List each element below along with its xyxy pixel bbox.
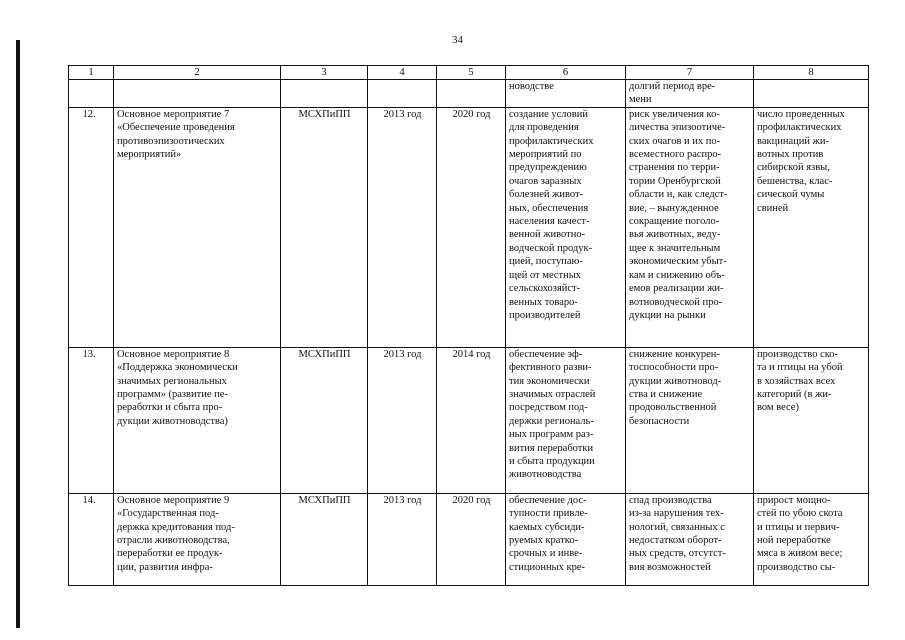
cell-line: сельскохозяйст- xyxy=(509,283,581,295)
cell-line: венной животно- xyxy=(509,229,586,241)
cell-line: области и, как следст- xyxy=(629,189,728,201)
cell-line: профилактических xyxy=(757,122,842,134)
cell-line: Основное мероприятие 7 xyxy=(117,108,230,120)
cell-line: категорий (в жи- xyxy=(757,389,832,401)
cell-line: значимых региональных xyxy=(117,375,227,387)
cell-line: та и птицы на убой xyxy=(757,362,843,374)
cell-line: свиней xyxy=(757,202,789,214)
risk-cell xyxy=(626,80,754,108)
cell-line: в хозяйствах всех xyxy=(757,375,836,387)
cell-line: из-за нарушения тех- xyxy=(629,508,724,520)
cell-line: очагов заразных xyxy=(509,175,582,187)
column-number: 4 xyxy=(368,66,437,80)
cell-line: мени xyxy=(629,94,652,106)
cell-line: дукции животновод- xyxy=(629,375,722,387)
cell-line: производство сы- xyxy=(757,561,836,573)
column-number: 2 xyxy=(114,66,281,80)
cell-line: нологий, связанных с xyxy=(629,521,725,533)
column-number: 6 xyxy=(506,66,626,80)
event-cell xyxy=(114,493,281,585)
cell-line: риск увеличения ко- xyxy=(629,108,720,120)
cell-line: ных средств, отсутст- xyxy=(629,548,726,560)
cell-line: вие, – вынужденное xyxy=(629,202,719,214)
executor-cell xyxy=(281,80,368,108)
cell-line: емов реализации жи- xyxy=(629,283,724,295)
purpose-cell xyxy=(506,347,626,493)
cell-line: срочных и инве- xyxy=(509,548,583,560)
cell-line: профилактических xyxy=(509,135,594,147)
cell-line: экономическим убыт- xyxy=(629,256,727,268)
table-row xyxy=(69,347,869,493)
cell-line: ных программ раз- xyxy=(509,429,594,441)
cell-line: вотных против xyxy=(757,149,824,161)
cell-line: вия возможностей xyxy=(629,561,711,573)
scan-edge-line xyxy=(16,40,20,628)
cell-line: спад производства xyxy=(629,494,712,506)
cell-line: производителей xyxy=(509,309,581,321)
cell-line: вотноводческой про- xyxy=(629,296,723,308)
cell-line: тории Оренбургской xyxy=(629,175,721,187)
row-number-cell: 13. xyxy=(69,347,114,493)
cell-line: ной переработке xyxy=(757,535,831,547)
cell-line: и птицы и первич- xyxy=(757,521,840,533)
cell-line: стиционных кре- xyxy=(509,561,586,573)
cell-line: стей по убою скота xyxy=(757,508,843,520)
executor-cell: МСХПиПП xyxy=(281,347,368,493)
cell-line: вом весе) xyxy=(757,402,799,414)
event-cell xyxy=(114,80,281,108)
cell-line: вития переработки xyxy=(509,442,594,454)
cell-line: продовольственной xyxy=(629,402,717,414)
indicator-cell xyxy=(754,347,869,493)
column-number: 7 xyxy=(626,66,754,80)
cell-line: «Поддержка экономически xyxy=(117,362,238,374)
end-year-cell: 2020 год xyxy=(437,493,506,585)
cell-line: Основное мероприятие 9 xyxy=(117,494,230,506)
row-number-cell xyxy=(69,80,114,108)
cell-line: держки региональ- xyxy=(509,415,594,427)
cell-line: снижение конкурен- xyxy=(629,348,720,360)
table-row xyxy=(69,80,869,108)
cell-line: венных товаро- xyxy=(509,296,578,308)
cell-line: мероприятий по xyxy=(509,149,582,161)
cell-line: «Обеспечение проведения xyxy=(117,122,235,134)
cell-line: и сбыта продукции xyxy=(509,456,595,468)
cell-line: цией, поступаю- xyxy=(509,256,583,268)
start-year-cell: 2013 год xyxy=(368,107,437,347)
cell-line: предупреждению xyxy=(509,162,587,174)
cell-line: недостатком оборот- xyxy=(629,535,722,547)
cell-line: прирост мощно- xyxy=(757,494,831,506)
page-number: 34 xyxy=(452,34,463,46)
cell-line: всеместного распро- xyxy=(629,149,722,161)
executor-cell: МСХПиПП xyxy=(281,107,368,347)
cell-line: тоспособности про- xyxy=(629,362,719,374)
cell-line: ских очагов и их по- xyxy=(629,135,721,147)
cell-line: тия экономически xyxy=(509,375,590,387)
cell-line: обеспечение дос- xyxy=(509,494,587,506)
cell-line: бешенства, клас- xyxy=(757,175,833,187)
cell-line: щее к значительным xyxy=(629,242,721,254)
start-year-cell: 2013 год xyxy=(368,493,437,585)
cell-line: переработки ее продук- xyxy=(117,548,223,560)
cell-line: странения по терри- xyxy=(629,162,720,174)
cell-line: производство ско- xyxy=(757,348,839,360)
purpose-cell xyxy=(506,80,626,108)
cell-line: руемых кратко- xyxy=(509,535,579,547)
cell-line: населения качест- xyxy=(509,216,590,228)
cell-line: «Государственная под- xyxy=(117,508,219,520)
cell-line: сокращение поголо- xyxy=(629,216,720,228)
cell-line: личества эпизоотиче- xyxy=(629,122,726,134)
cell-line: кам и снижению объ- xyxy=(629,269,725,281)
event-cell xyxy=(114,347,281,493)
purpose-cell xyxy=(506,107,626,347)
cell-line: животноводства xyxy=(509,469,582,481)
table-row xyxy=(69,107,869,347)
end-year-cell: 2020 год xyxy=(437,107,506,347)
executor-cell: МСХПиПП xyxy=(281,493,368,585)
column-number-row xyxy=(69,66,869,80)
cell-line: Основное мероприятие 8 xyxy=(117,348,230,360)
cell-line: фективного разви- xyxy=(509,362,592,374)
cell-line: значимых отраслей xyxy=(509,389,596,401)
indicator-cell xyxy=(754,107,869,347)
cell-line: тупности привле- xyxy=(509,508,588,520)
start-year-cell: 2013 год xyxy=(368,347,437,493)
program-table xyxy=(68,65,869,586)
cell-line: создание условий xyxy=(509,108,588,120)
cell-line: сибирской язвы, xyxy=(757,162,830,174)
table-row xyxy=(69,493,869,585)
end-year-cell: 2014 год xyxy=(437,347,506,493)
cell-line: отрасли животноводства, xyxy=(117,535,230,547)
cell-line: долгий период вре- xyxy=(629,81,716,92)
cell-line: мяса в живом весе; xyxy=(757,548,843,560)
column-number: 1 xyxy=(69,66,114,80)
cell-line: болезней живот- xyxy=(509,189,584,201)
cell-line: для проведения xyxy=(509,122,579,134)
cell-line: число проведенных xyxy=(757,108,845,120)
risk-cell xyxy=(626,347,754,493)
risk-cell xyxy=(626,493,754,585)
cell-line: мероприятий» xyxy=(117,149,182,161)
purpose-cell xyxy=(506,493,626,585)
cell-line: водческой продук- xyxy=(509,242,593,254)
indicator-cell xyxy=(754,493,869,585)
cell-line: программ» (развитие пе- xyxy=(117,389,228,401)
indicator-cell xyxy=(754,80,869,108)
column-number: 3 xyxy=(281,66,368,80)
cell-line: посредством под- xyxy=(509,402,588,414)
cell-line: каемых субсиди- xyxy=(509,521,585,533)
cell-line: ции, развития инфра- xyxy=(117,561,213,573)
start-year-cell xyxy=(368,80,437,108)
cell-line: вья животных, веду- xyxy=(629,229,721,241)
risk-cell xyxy=(626,107,754,347)
cell-line: новодстве xyxy=(509,81,554,92)
row-number-cell: 14. xyxy=(69,493,114,585)
cell-line: ных, обеспечения xyxy=(509,202,589,214)
event-cell xyxy=(114,107,281,347)
column-number: 5 xyxy=(437,66,506,80)
cell-line: сической чумы xyxy=(757,189,825,201)
cell-line: обеспечение эф- xyxy=(509,348,583,360)
cell-line: реработки и сбыта про- xyxy=(117,402,223,414)
cell-line: дукции животноводства) xyxy=(117,415,228,427)
row-number-cell: 12. xyxy=(69,107,114,347)
cell-line: щей от местных xyxy=(509,269,582,281)
cell-line: вакцинаций жи- xyxy=(757,135,829,147)
cell-line: дукции на рынки xyxy=(629,309,706,321)
end-year-cell xyxy=(437,80,506,108)
column-number: 8 xyxy=(754,66,869,80)
cell-line: ства и снижение xyxy=(629,389,703,401)
cell-line: держка кредитования под- xyxy=(117,521,235,533)
cell-line: противоэпизоотических xyxy=(117,135,225,147)
cell-line: безопасности xyxy=(629,415,690,427)
